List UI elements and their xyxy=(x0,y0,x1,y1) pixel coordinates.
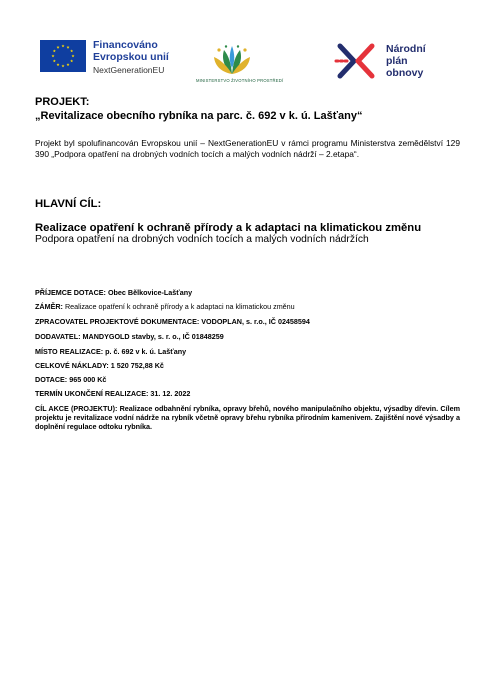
goal-heading: HLAVNÍ CÍL: xyxy=(35,198,102,210)
place-value: p. č. 692 v k. ú. Lašťany xyxy=(103,347,187,356)
action-value: Realizace odbahnění rybníka, opravy břehů, nového manipulačního objektu, výsadby dřevin. Cílem projektu je revitalizace vodní nádrže na rybník včetně opravy břehu rybníka přírodním kamenivem. Zajištění nové výsadby a doplnění regulace odtoku rybníka. xyxy=(35,404,460,431)
detail-end xyxy=(35,389,460,398)
eu-logo-text xyxy=(93,40,169,75)
project-lead-text: Projekt byl spolufinancován Evropskou unií – NextGenerationEU v rámci programu Ministerstva zemědělství 129 390 „Podpora opatření na drobných vodních tocích a malých vodních nádrží – 2.etapa“. xyxy=(35,138,460,159)
aim-value: Realizace opatření k ochraně přírody a k adaptaci na klimatickou změnu xyxy=(62,302,295,311)
project-lead xyxy=(35,138,460,160)
project-title: „Revitalizace obecního rybníka na parc. č. 692 v k. ú. Lašťany“ xyxy=(35,109,363,122)
recipient-value: Obec Bělkovice-Lašťany xyxy=(105,288,193,297)
aim-label: ZÁMĚR: xyxy=(35,302,63,311)
cost-value: 1 520 752,88 Kč xyxy=(108,361,164,370)
eu-logo-line2: Evropskou unií xyxy=(93,50,169,63)
goal-main: Realizace opatření k ochraně přírody a k adaptaci na klimatickou změnu xyxy=(35,222,422,234)
detail-action xyxy=(35,404,460,431)
docs-label: ZPRACOVATEL PROJEKTOVÉ DOKUMENTACE: xyxy=(35,317,200,326)
goal-heading-block xyxy=(35,198,460,210)
detail-grant xyxy=(35,375,460,384)
grant-label: DOTACE: xyxy=(35,375,68,384)
ministry-emblem-icon xyxy=(211,44,253,76)
detail-supplier xyxy=(35,332,460,341)
npo-logo xyxy=(334,42,426,80)
detail-aim xyxy=(35,302,460,311)
recipient-label: PŘÍJEMCE DOTACE: xyxy=(35,288,106,297)
detail-docs xyxy=(35,317,460,326)
npo-emblem-icon xyxy=(334,42,378,80)
supplier-label: DODAVATEL: xyxy=(35,332,81,341)
goal-section xyxy=(35,222,460,247)
npo-logo-text xyxy=(386,43,426,79)
npo-logo-line3: obnovy xyxy=(386,67,424,80)
detail-place xyxy=(35,347,460,356)
eu-logo xyxy=(40,40,169,75)
action-label: CÍL AKCE (PROJEKTU): xyxy=(35,404,118,413)
ministry-logo-text: MINISTERSTVO ŽIVOTNÍHO PROSTŘEDÍ xyxy=(196,78,284,83)
goal-sub: Podpora opatření na drobných vodních tocích a malých vodních nádržích xyxy=(35,234,369,245)
cost-label: CELKOVÉ NÁKLADY: xyxy=(35,361,109,370)
end-label: TERMÍN UKONČENÍ REALIZACE: xyxy=(35,389,149,398)
eu-flag-icon xyxy=(40,40,86,72)
project-section xyxy=(35,96,460,124)
end-value: 31. 12. 2022 xyxy=(148,389,191,398)
place-label: MÍSTO REALIZACE: xyxy=(35,347,104,356)
ministry-logo xyxy=(196,44,284,83)
detail-recipient xyxy=(35,288,460,297)
detail-cost xyxy=(35,361,460,370)
project-heading: PROJEKT: xyxy=(35,96,90,108)
eu-logo-line1: Financováno xyxy=(93,39,158,51)
logo-bar xyxy=(0,40,495,90)
eu-logo-line3: NextGenerationEU xyxy=(93,65,165,75)
supplier-value: MANDYGOLD stavby, s. r. o., IČ 01848259 xyxy=(80,332,224,341)
docs-value: VODOPLAN, s. r.o., IČ 02458594 xyxy=(199,317,310,326)
npo-logo-line1: Národní xyxy=(386,42,426,55)
grant-value: 965 000 Kč xyxy=(67,375,107,384)
npo-logo-line2: plán xyxy=(386,54,408,67)
